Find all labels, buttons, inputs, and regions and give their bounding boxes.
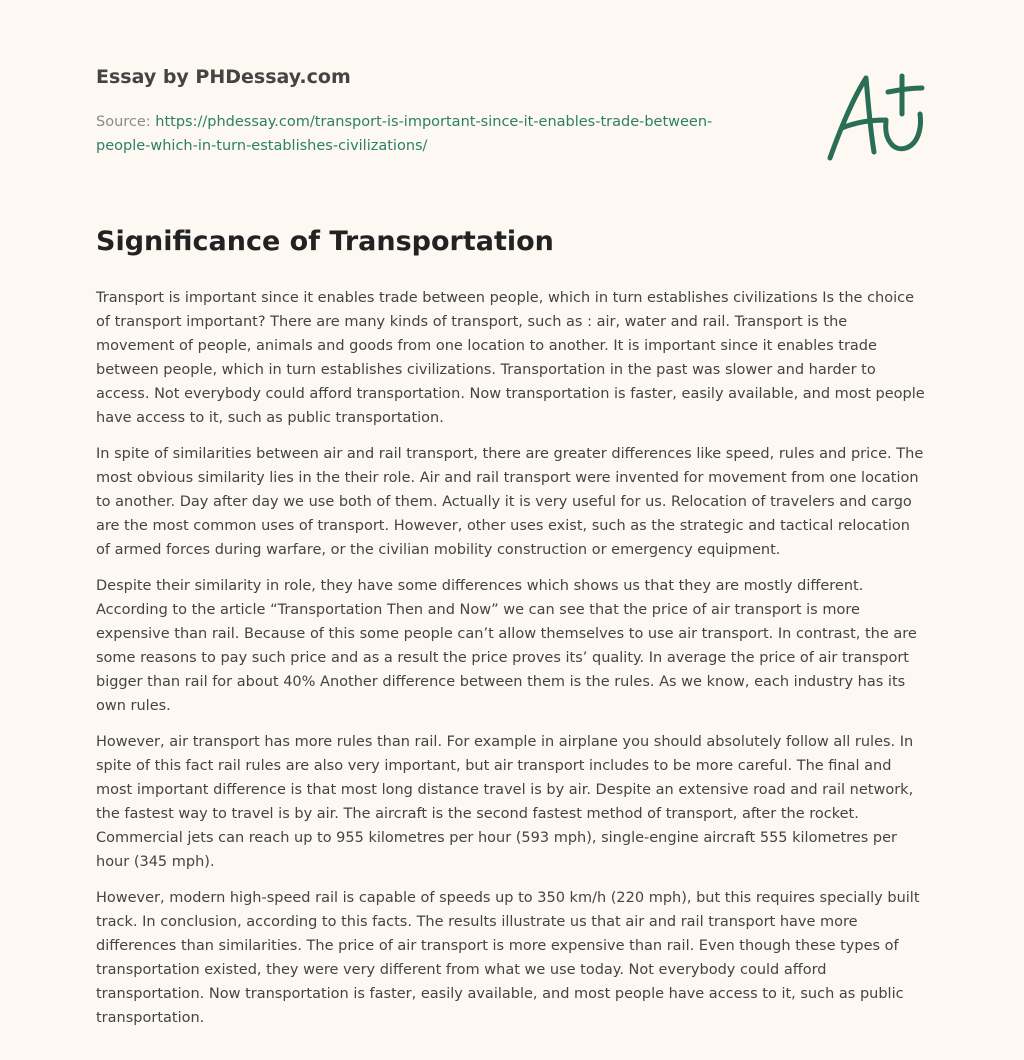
essay-header <box>96 66 756 158</box>
essay-paragraph: However, air transport has more rules than rail. For example in airplane you should absolutely follow all rules. In spite of this fact rail rules are also very important, but air transport includes to be more careful. The final and most important difference is that most long distance travel is by air. Despite an extensive road and rail network, the fastest way to travel is by air. The aircraft is the second fastest method of transport, after the rocket. Commercial jets can reach up to 955 kilometres per hour (593 mph), single-engine aircraft 555 kilometres per hour (345 mph). <box>96 734 914 870</box>
source-link-line2: people-which-in-turn-establishes-civilizations/ <box>96 138 428 154</box>
site-title: Essay by PHDessay.com <box>96 66 351 88</box>
essay-body <box>96 286 926 1042</box>
source-link-line1: https://phdessay.com/transport-is-important-since-it-enables-trade-between- <box>155 114 713 130</box>
a-plus-logo <box>822 70 926 164</box>
source-label: Source: <box>96 114 156 130</box>
essay-paragraph: However, modern high-speed rail is capable of speeds up to 350 km/h (220 mph), but this requires specially built track. In conclusion, according to this facts. The results illustrate us that air and rail transport have more differences than similarities. The price of air transport is more expensive than rail. Even though these types of transportation existed, they were very different from what we use today. Not everybody could afford transportation. Now transportation is faster, easily available, and most people have access to it, such as public transportation. <box>96 890 920 1026</box>
source-line <box>96 110 756 158</box>
essay-title: Significance of Transportation <box>96 226 554 257</box>
source-link[interactable] <box>96 114 712 154</box>
essay-paragraph: Despite their similarity in role, they have some differences which shows us that they are mostly different. According to the article “Transportation Then and Now” we can see that the price of air transport is more expensive than rail. Because of this some people can’t allow themselves to use air transport. In contrast, the are some reasons to pay such price and as a result the price proves its’ quality. In average the price of air transport bigger than rail for about 40% Another difference between them is the rules. As we know, each industry has its own rules. <box>96 578 917 714</box>
essay-paragraph: Transport is important since it enables trade between people, which in turn establishes civilizations Is the choice of transport important? There are many kinds of transport, such as : air, water and rail. Transport is the movement of people, animals and goods from one location to another. It is important since it enables trade between people, which in turn establishes civilizations. Transportation in the past was slower and harder to access. Not everybody could afford transportation. Now transportation is faster, easily available, and most people have access to it, such as public transportation. <box>96 290 925 426</box>
essay-paragraph: In spite of similarities between air and rail transport, there are greater differences like speed, rules and price. The most obvious similarity lies in the their role. Air and rail transport were invented for movement from one location to another. Day after day we use both of them. Actually it is very useful for us. Relocation of travelers and cargo are the most common uses of transport. However, other uses exist, such as the strategic and tactical relocation of armed forces during warfare, or the civilian mobility construction or emergency equipment. <box>96 446 924 558</box>
